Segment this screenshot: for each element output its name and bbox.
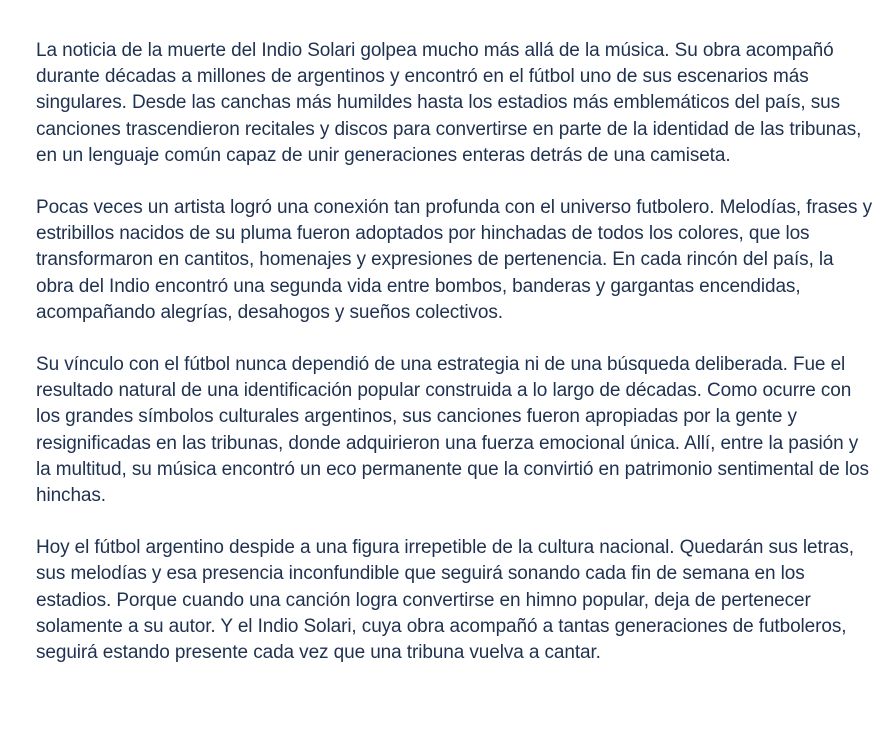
article-paragraph-4: Hoy el fútbol argentino despide a una figura irrepetible de la cultura nacional. Quedarán sus letras, sus melodías y esa presencia inconfundible que seguirá sonando cada fin de semana en los estadios. Porque cuando una canción logra convertirse en himno popular, deja de pertenecer solamente a su autor. Y el Indio Solari, cuya obra acompañó a tantas generaciones de futboleros, seguirá estando presente cada vez que una tribuna vuelva a cantar.	[36, 537, 854, 664]
article-body	[36, 38, 874, 666]
article-paragraph-3: Su vínculo con el fútbol nunca dependió de una estrategia ni de una búsqueda deliberada. Fue el resultado natural de una identificación popular construida a lo largo de décadas. Como ocurre con los grandes símbolos culturales argentinos, sus canciones fueron apropiadas por la gente y resignificadas en las tribunas, donde adquirieron una fuerza emocional única. Allí, entre la pasión y la multitud, su música encontró un eco permanente que la convirtió en patrimonio sentimental de los hinchas.	[36, 354, 869, 507]
article-paragraph-1: La noticia de la muerte del Indio Solari golpea mucho más allá de la música. Su obra acompañó durante décadas a millones de argentinos y encontró en el fútbol uno de sus escenarios más singulares. Desde las canchas más humildes hasta los estadios más emblemáticos del país, sus canciones trascendieron recitales y discos para convertirse en parte de la identidad de las tribunas, en un lenguaje común capaz de unir generaciones enteras detrás de una camiseta.	[36, 40, 862, 166]
article-paragraph-2: Pocas veces un artista logró una conexión tan profunda con el universo futbolero. Melodías, frases y estribillos nacidos de su pluma fueron adoptados por hinchadas de todos los colores, que los transformaron en cantitos, homenajes y expresiones de pertenencia. En cada rincón del país, la obra del Indio encontró una segunda vida entre bombos, banderas y gargantas encendidas, acompañando alegrías, desahogos y sueños colectivos.	[36, 197, 872, 323]
